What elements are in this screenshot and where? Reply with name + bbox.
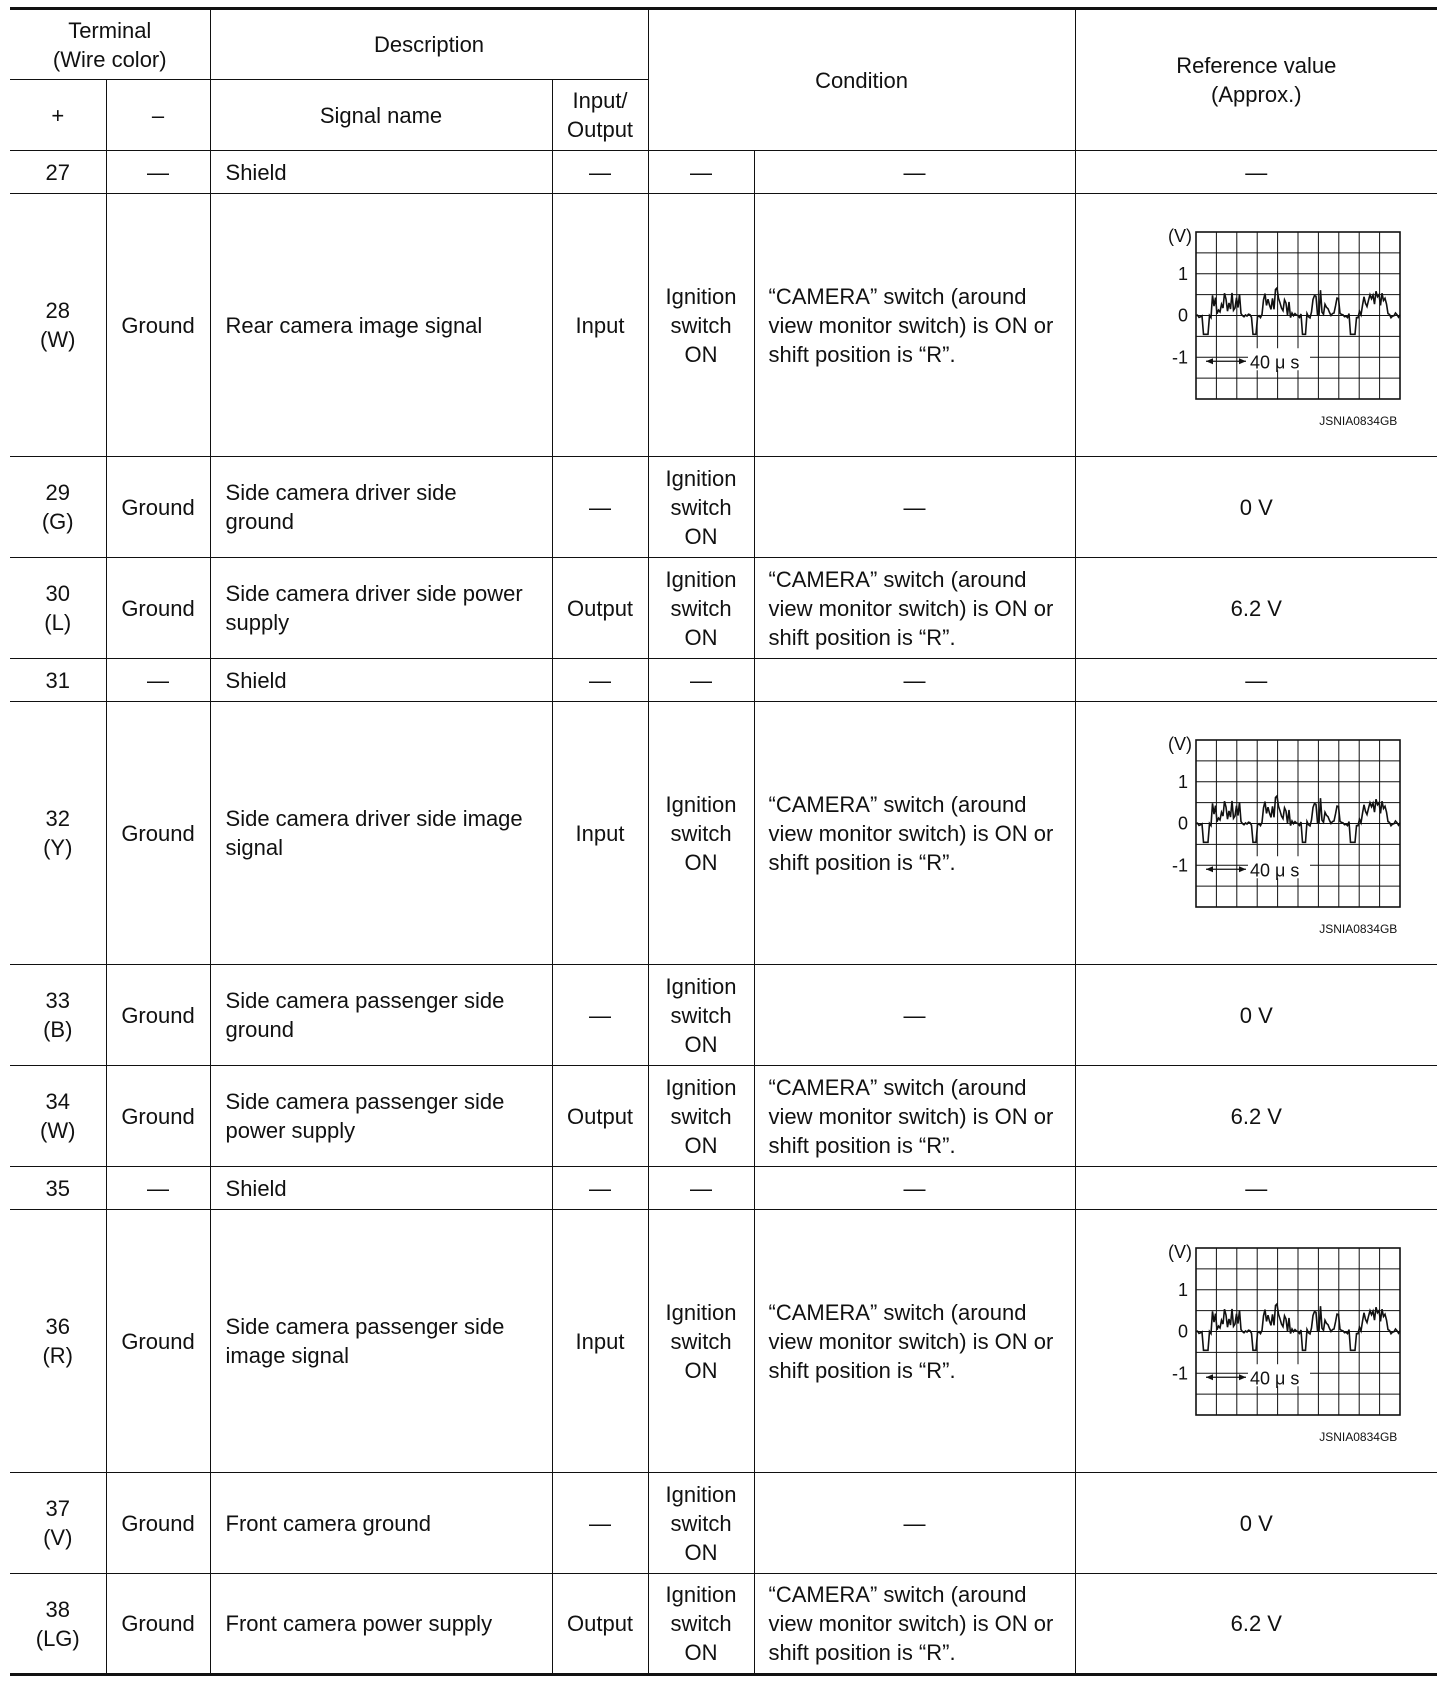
- waveform-figure: [1111, 220, 1401, 430]
- voltage-unit-label: (V): [1168, 1242, 1193, 1262]
- minus-cell: Ground: [106, 457, 210, 558]
- figure-code-label: JSNIA0834GB: [1319, 1430, 1398, 1444]
- input-output-cell: Input: [552, 194, 648, 457]
- terminal-cell: [10, 558, 106, 659]
- condition-switch-line: ON: [684, 523, 718, 549]
- io-header-line: Input/: [572, 88, 628, 113]
- signal-name-cell: [210, 1574, 552, 1675]
- table-row: [10, 965, 1437, 1066]
- approx-header-line: (Approx.): [1211, 82, 1302, 107]
- reference-value-cell: 0 V: [1075, 457, 1437, 558]
- input-output-cell: —: [552, 965, 648, 1066]
- condition-switch-line: ON: [684, 849, 718, 875]
- condition-switch-line: ON: [684, 624, 718, 650]
- arrowhead-left-icon: [1206, 1374, 1213, 1380]
- y-tick-label: -1: [1172, 855, 1189, 876]
- condition-detail-cell: [754, 659, 1075, 702]
- plus-header: +: [10, 80, 106, 151]
- terminal-cell: [10, 1574, 106, 1675]
- reference-value-cell: —: [1075, 659, 1437, 702]
- condition-detail-cell: [754, 151, 1075, 194]
- signal-name-line: Side camera driver side power: [225, 581, 523, 606]
- condition-switch-cell: [648, 659, 754, 702]
- signal-name-line: Side camera passenger side: [225, 988, 505, 1013]
- reference-value-cell: [1075, 702, 1437, 965]
- condition-detail-line: shift position is “R”.: [768, 341, 956, 367]
- signal-name-cell: [210, 1473, 552, 1574]
- condition-detail-cell: [754, 702, 1075, 965]
- y-tick-label: -1: [1172, 1363, 1189, 1384]
- terminal-reference-table: [10, 7, 1437, 1683]
- condition-switch-line: Ignition: [665, 566, 737, 592]
- terminal-number: 32: [45, 806, 70, 831]
- input-output-cell: Input: [552, 1210, 648, 1473]
- condition-detail-line: shift position is “R”.: [768, 1640, 956, 1665]
- condition-detail-line: view monitor switch) is ON or: [768, 312, 1054, 338]
- y-tick-label: 0: [1178, 813, 1189, 834]
- signal-name-line: ground: [225, 1017, 295, 1042]
- wire-color: (G): [41, 509, 74, 534]
- wire-color: (W): [40, 327, 76, 352]
- condition-switch-cell: [648, 702, 754, 965]
- signal-name-cell: [210, 1066, 552, 1167]
- minus-cell: Ground: [106, 1066, 210, 1167]
- description-header: Description: [210, 9, 648, 80]
- condition-switch-cell: [648, 1574, 754, 1675]
- y-tick-label: 1: [1178, 771, 1189, 792]
- wire-color: (R): [42, 1343, 74, 1368]
- signal-name-cell: [210, 151, 552, 194]
- table-row: [10, 194, 1437, 457]
- condition-switch-cell: [648, 457, 754, 558]
- terminal-number: 33: [45, 988, 70, 1013]
- condition-switch-line: switch: [670, 820, 732, 846]
- condition-detail-line: —: [903, 159, 926, 185]
- terminal-header: [10, 9, 210, 80]
- terminal-cell: [10, 194, 106, 457]
- minus-cell: Ground: [106, 558, 210, 659]
- figure-code-label: JSNIA0834GB: [1319, 414, 1398, 428]
- condition-switch-cell: [648, 151, 754, 194]
- condition-switch-line: Ignition: [665, 1299, 737, 1325]
- condition-switch-line: switch: [670, 494, 732, 520]
- condition-switch-line: ON: [684, 341, 718, 367]
- input-output-cell: Input: [552, 702, 648, 965]
- io-header-line: Output: [567, 117, 634, 142]
- table-body: [10, 151, 1437, 1675]
- signal-name-line: Rear camera image signal: [225, 312, 483, 338]
- condition-switch-line: —: [690, 159, 713, 185]
- y-tick-label: 0: [1178, 305, 1189, 326]
- condition-detail-line: shift position is “R”.: [768, 1132, 956, 1158]
- figure-code-label: JSNIA0834GB: [1319, 922, 1398, 936]
- arrowhead-right-icon: [1239, 866, 1246, 872]
- signal-name-cell: [210, 457, 552, 558]
- condition-switch-line: Ignition: [665, 1074, 737, 1100]
- condition-detail-line: shift position is “R”.: [768, 849, 956, 875]
- table-row: [10, 457, 1437, 558]
- table-row: [10, 1066, 1437, 1167]
- input-output-cell: Output: [552, 1574, 648, 1675]
- terminal-number: 27: [45, 159, 70, 185]
- minus-cell: Ground: [106, 194, 210, 457]
- waveform-figure: [1111, 728, 1401, 938]
- reference-value-cell: 0 V: [1075, 965, 1437, 1066]
- voltage-unit-label: (V): [1168, 734, 1193, 754]
- reference-value-cell: —: [1075, 1167, 1437, 1210]
- reference-value-cell: 6.2 V: [1075, 1066, 1437, 1167]
- signal-name-cell: [210, 558, 552, 659]
- condition-detail-cell: [754, 558, 1075, 659]
- terminal-cell: [10, 1473, 106, 1574]
- signal-name-line: Shield: [225, 159, 287, 185]
- signal-name-cell: [210, 1167, 552, 1210]
- signal-name-cell: [210, 659, 552, 702]
- terminal-number: 30: [45, 581, 70, 606]
- condition-switch-cell: [648, 1066, 754, 1167]
- condition-detail-line: —: [903, 1510, 926, 1536]
- condition-switch-line: Ignition: [665, 1481, 737, 1507]
- condition-detail-line: view monitor switch) is ON or: [768, 1103, 1054, 1129]
- condition-switch-line: ON: [684, 1031, 718, 1057]
- input-output-cell: —: [552, 659, 648, 702]
- signal-name-line: Side camera passenger side: [225, 1089, 505, 1114]
- condition-detail-cell: [754, 1574, 1075, 1675]
- condition-detail-cell: [754, 1167, 1075, 1210]
- table-row: [10, 659, 1437, 702]
- wire-color: (B): [43, 1017, 73, 1042]
- signal-name-line: power supply: [225, 1118, 356, 1143]
- condition-switch-cell: [648, 1210, 754, 1473]
- input-output-cell: —: [552, 151, 648, 194]
- signal-name-line: Front camera power supply: [225, 1611, 493, 1636]
- condition-detail-line: “CAMERA” switch (around: [768, 1074, 1027, 1100]
- minus-cell: —: [106, 1167, 210, 1210]
- condition-switch-cell: [648, 194, 754, 457]
- input-output-header: [552, 80, 648, 151]
- signal-name-line: image signal: [225, 1343, 350, 1368]
- condition-detail-cell: [754, 1066, 1075, 1167]
- condition-detail-line: view monitor switch) is ON or: [768, 1611, 1054, 1636]
- minus-cell: Ground: [106, 1473, 210, 1574]
- input-output-cell: Output: [552, 558, 648, 659]
- signal-name-cell: [210, 702, 552, 965]
- condition-detail-line: “CAMERA” switch (around: [768, 1582, 1027, 1607]
- signal-name-line: supply: [225, 610, 290, 635]
- signal-name-line: ground: [225, 509, 295, 534]
- minus-cell: Ground: [106, 702, 210, 965]
- minus-cell: Ground: [106, 1574, 210, 1675]
- condition-switch-line: switch: [670, 312, 732, 338]
- minus-header: –: [106, 80, 210, 151]
- minus-cell: —: [106, 659, 210, 702]
- terminal-cell: [10, 457, 106, 558]
- data-table: [10, 7, 1437, 1676]
- reference-value-cell: [1075, 1210, 1437, 1473]
- condition-detail-line: —: [903, 1175, 926, 1201]
- y-tick-label: 1: [1178, 1279, 1189, 1300]
- y-tick-label: 1: [1178, 263, 1189, 284]
- table-row: [10, 1473, 1437, 1574]
- signal-name-line: Side camera driver side image: [225, 806, 523, 831]
- condition-switch-line: switch: [670, 1103, 732, 1129]
- reference-value-cell: 6.2 V: [1075, 558, 1437, 659]
- condition-switch-line: ON: [684, 1132, 718, 1158]
- condition-switch-line: switch: [670, 1002, 732, 1028]
- minus-cell: Ground: [106, 1210, 210, 1473]
- reference-value-cell: —: [1075, 151, 1437, 194]
- input-output-cell: —: [552, 1167, 648, 1210]
- condition-header: Condition: [648, 9, 1075, 151]
- wire-color: (Y): [43, 835, 73, 860]
- oscilloscope-graph: [1111, 728, 1401, 938]
- terminal-number: 38: [45, 1596, 70, 1622]
- signal-name-line: Shield: [225, 1175, 287, 1201]
- condition-switch-line: switch: [670, 1328, 732, 1354]
- condition-switch-line: Ignition: [665, 1582, 737, 1607]
- condition-detail-line: view monitor switch) is ON or: [768, 1328, 1054, 1354]
- reference-header-line: Reference value: [1176, 53, 1337, 78]
- terminal-cell: [10, 1210, 106, 1473]
- voltage-unit-label: (V): [1168, 226, 1193, 246]
- signal-name-cell: [210, 194, 552, 457]
- time-division-label: 40 μ s: [1250, 860, 1300, 881]
- condition-switch-line: ON: [684, 1357, 718, 1383]
- minus-cell: Ground: [106, 965, 210, 1066]
- signal-name-line: signal: [225, 835, 283, 860]
- condition-switch-cell: [648, 1473, 754, 1574]
- terminal-cell: [10, 151, 106, 194]
- condition-detail-cell: [754, 457, 1075, 558]
- condition-detail-line: shift position is “R”.: [768, 1357, 956, 1383]
- terminal-number: 37: [45, 1496, 70, 1521]
- time-division-label: 40 μ s: [1250, 1368, 1300, 1389]
- waveform-figure: [1111, 1236, 1401, 1446]
- condition-detail-cell: [754, 965, 1075, 1066]
- minus-cell: —: [106, 151, 210, 194]
- table-row: [10, 1210, 1437, 1473]
- reference-value-cell: 0 V: [1075, 1473, 1437, 1574]
- signal-name-header: Signal name: [210, 80, 552, 151]
- signal-name-cell: [210, 965, 552, 1066]
- condition-switch-line: switch: [670, 595, 732, 621]
- arrowhead-left-icon: [1206, 866, 1213, 872]
- oscilloscope-graph: [1111, 1236, 1401, 1446]
- table-row: [10, 1574, 1437, 1675]
- condition-switch-line: —: [690, 667, 713, 693]
- time-division-label: 40 μ s: [1250, 352, 1300, 373]
- condition-detail-line: —: [903, 1002, 926, 1028]
- condition-switch-cell: [648, 965, 754, 1066]
- arrowhead-left-icon: [1206, 358, 1213, 364]
- terminal-cell: [10, 965, 106, 1066]
- table-row: [10, 558, 1437, 659]
- table-row: [10, 1167, 1437, 1210]
- signal-name-line: Side camera passenger side: [225, 1314, 505, 1339]
- signal-name-cell: [210, 1210, 552, 1473]
- condition-detail-line: “CAMERA” switch (around: [768, 791, 1027, 817]
- wire-color: (LG): [35, 1625, 80, 1651]
- terminal-number: 28: [45, 298, 70, 323]
- reference-value-header: [1075, 9, 1437, 151]
- table-row: [10, 151, 1437, 194]
- signal-name-line: Shield: [225, 667, 287, 693]
- condition-detail-line: “CAMERA” switch (around: [768, 283, 1027, 309]
- condition-detail-cell: [754, 1210, 1075, 1473]
- reference-value-cell: 6.2 V: [1075, 1574, 1437, 1675]
- input-output-cell: —: [552, 457, 648, 558]
- wire-color: (W): [40, 1118, 76, 1143]
- condition-switch-line: switch: [670, 1510, 732, 1536]
- terminal-header-line: Terminal: [68, 17, 152, 43]
- terminal-cell: [10, 702, 106, 965]
- condition-detail-cell: [754, 194, 1075, 457]
- input-output-cell: —: [552, 1473, 648, 1574]
- terminal-cell: [10, 659, 106, 702]
- arrowhead-right-icon: [1239, 1374, 1246, 1380]
- terminal-number: 31: [45, 667, 70, 693]
- condition-switch-line: ON: [684, 1640, 718, 1665]
- reference-value-cell: [1075, 194, 1437, 457]
- terminal-number: 29: [45, 480, 70, 505]
- condition-detail-line: view monitor switch) is ON or: [768, 820, 1054, 846]
- condition-detail-line: —: [903, 494, 926, 520]
- wire-color: (L): [44, 610, 72, 635]
- wire-color-header-line: (Wire color): [52, 46, 167, 72]
- input-output-cell: Output: [552, 1066, 648, 1167]
- condition-detail-line: “CAMERA” switch (around: [768, 566, 1027, 592]
- condition-switch-cell: [648, 1167, 754, 1210]
- condition-switch-line: ON: [684, 1539, 718, 1565]
- y-tick-label: -1: [1172, 347, 1189, 368]
- oscilloscope-graph: [1111, 220, 1401, 430]
- condition-switch-line: Ignition: [665, 283, 737, 309]
- condition-switch-cell: [648, 558, 754, 659]
- condition-detail-line: view monitor switch) is ON or: [768, 595, 1054, 621]
- terminal-cell: [10, 1167, 106, 1210]
- condition-detail-cell: [754, 1473, 1075, 1574]
- condition-detail-line: —: [903, 667, 926, 693]
- arrowhead-right-icon: [1239, 358, 1246, 364]
- signal-name-line: Front camera ground: [225, 1510, 431, 1536]
- condition-switch-line: —: [690, 1175, 713, 1201]
- condition-detail-line: shift position is “R”.: [768, 624, 956, 650]
- condition-detail-line: “CAMERA” switch (around: [768, 1299, 1027, 1325]
- terminal-number: 36: [45, 1314, 70, 1339]
- terminal-number: 35: [45, 1175, 70, 1201]
- table-row: [10, 702, 1437, 965]
- condition-switch-line: Ignition: [665, 465, 737, 491]
- signal-name-line: Side camera driver side: [225, 480, 457, 505]
- y-tick-label: 0: [1178, 1321, 1189, 1342]
- terminal-cell: [10, 1066, 106, 1167]
- condition-switch-line: switch: [670, 1611, 732, 1636]
- condition-switch-line: Ignition: [665, 791, 737, 817]
- condition-switch-line: Ignition: [665, 973, 737, 999]
- wire-color: (V): [43, 1525, 73, 1550]
- terminal-number: 34: [45, 1089, 70, 1114]
